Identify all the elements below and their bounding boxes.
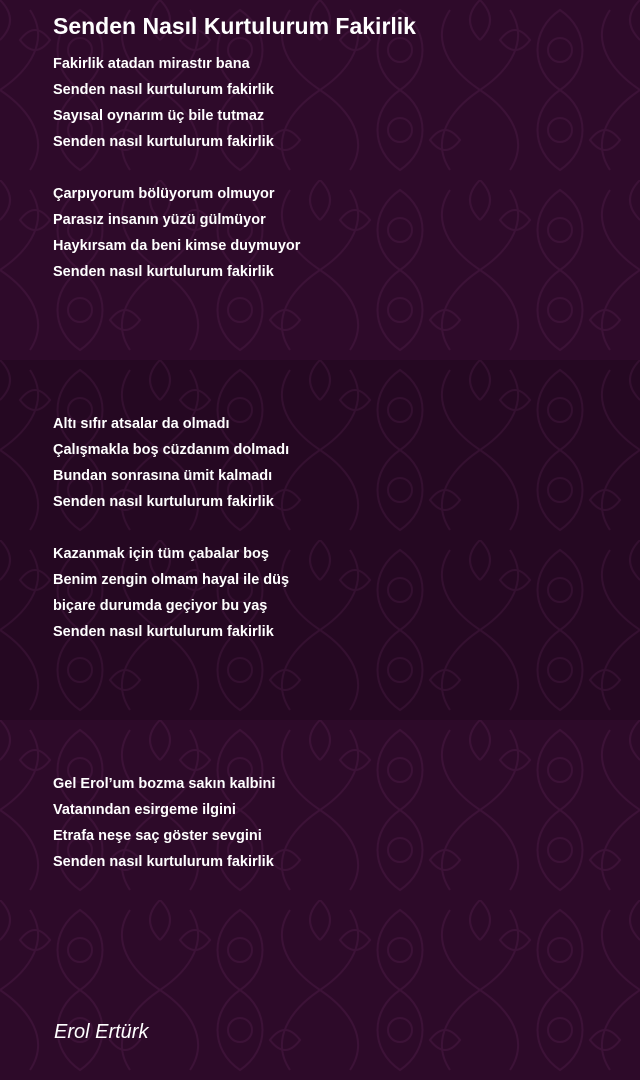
poem-line: Etrafa neşe saç göster sevgini [53, 828, 262, 844]
poem-line: Sayısal oynarım üç bile tutmaz [53, 108, 265, 124]
poem-line: Bundan sonrasına ümit kalmadı [53, 468, 273, 484]
poem-line: Senden nasıl kurtulurum fakirlik [53, 854, 274, 870]
poem-author: Erol Ertürk [54, 1021, 149, 1043]
poem-line: Parasız insanın yüzü gülmüyor [53, 212, 266, 228]
poem-line: Senden nasıl kurtulurum fakirlik [53, 264, 274, 280]
poem-line: Fakirlik atadan mirastır bana [53, 56, 250, 72]
poem-line: Çalışmakla boş cüzdanım dolmadı [53, 442, 290, 458]
poem-line: Senden nasıl kurtulurum fakirlik [53, 134, 274, 150]
stanza-3 [53, 411, 289, 515]
poem-line: Vatanından esirgeme ilgini [53, 802, 236, 818]
stanza-5 [53, 771, 275, 875]
stanza-4 [53, 541, 289, 645]
poem-line: Kazanmak için tüm çabalar boş [53, 546, 269, 562]
poem-line: Senden nasıl kurtulurum fakirlik [53, 494, 274, 510]
poem-line: Altı sıfır atsalar da olmadı [53, 416, 230, 432]
poem-line: Gel Erol’um bozma sakın kalbini [53, 776, 276, 792]
poem-line: Senden nasıl kurtulurum fakirlik [53, 624, 274, 640]
poem-title: Senden Nasıl Kurtulurum Fakirlik [53, 13, 416, 39]
stanza-1 [53, 51, 274, 155]
poem-line: Çarpıyorum bölüyorum olmuyor [53, 186, 275, 202]
poem-line: Haykırsam da beni kimse duymuyor [53, 238, 301, 254]
poem-line: Senden nasıl kurtulurum fakirlik [53, 82, 274, 98]
poem-line: biçare durumda geçiyor bu yaş [53, 598, 268, 614]
stanza-2 [53, 181, 300, 285]
poem-line: Benim zengin olmam hayal ile düş [53, 572, 290, 588]
